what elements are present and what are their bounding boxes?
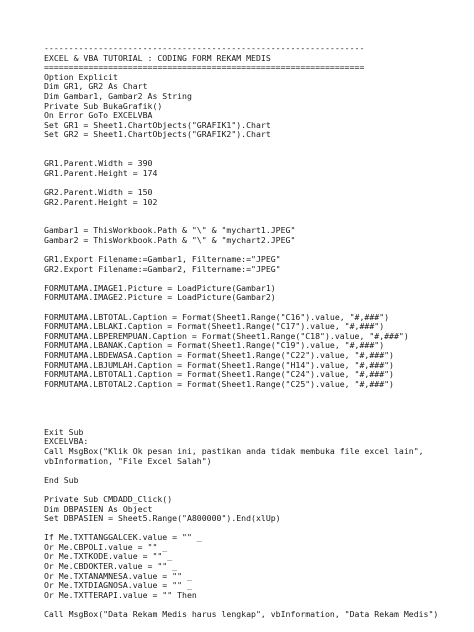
code-line bbox=[44, 207, 454, 217]
code-line: FORMUTAMA.LBDEWASA.Caption = Format(Sheet1.Range("C22").value, "#,###") bbox=[44, 350, 394, 360]
code-line: ----------------------------------------------------------------- bbox=[44, 43, 365, 53]
code-line: Private Sub CMDADD_Click() bbox=[44, 493, 173, 504]
code-line: Or Me.TXTANAMNESA.value = "" _ bbox=[44, 570, 192, 581]
code-line: Dim DBPASIEN As Object bbox=[44, 503, 153, 514]
code-line: Exit Sub bbox=[44, 426, 84, 437]
code-line bbox=[44, 418, 454, 428]
code-line: Gambar2 = ThisWorkbook.Path & "\" & "mychart2.JPEG" bbox=[44, 234, 296, 245]
code-line bbox=[44, 409, 454, 419]
code-line: EXCELVBA: bbox=[44, 436, 89, 447]
code-line: FORMUTAMA.LBPEREMPUAN.Caption = Format(Sheet1.Range("C18").value, "#,###") bbox=[44, 330, 409, 341]
code-line: FORMUTAMA.IMAGE1.Picture = LoadPicture(Gambar1) bbox=[44, 282, 276, 293]
code-line: Or Me.CBDOKTER.value = "" _ bbox=[44, 561, 178, 572]
code-line: Call MsgBox("Data Rekam Medis harus lengkap", vbInformation, "Data Rekam Medis") bbox=[44, 609, 439, 620]
code-line: FORMUTAMA.LBTOTAL1.Caption = Format(Sheet1.Range("C24").value, "#,###") bbox=[44, 369, 394, 380]
code-line: vbInformation, "File Excel Salah") bbox=[44, 455, 212, 466]
code-line: Private Sub BukaGrafik() bbox=[44, 100, 163, 111]
code-line: Dim Gambar1, Gambar2 As String bbox=[44, 90, 192, 101]
code-line: GR1.Parent.Height = 174 bbox=[44, 167, 158, 178]
code-line: Set DBPASIEN = Sheet5.Range("A800000").End(xlUp) bbox=[44, 513, 281, 524]
code-line: FORMUTAMA.IMAGE2.Picture = LoadPicture(Gambar2) bbox=[44, 292, 276, 303]
code-line bbox=[44, 399, 454, 409]
code-line: Gambar1 = ThisWorkbook.Path & "\" & "mychart1.JPEG" bbox=[44, 225, 296, 236]
code-line: GR2.Export Filename:=Gambar2, Filtername:="JPEG" bbox=[44, 263, 281, 274]
code-line: GR2.Parent.Height = 102 bbox=[44, 196, 158, 207]
code-line: End Sub bbox=[44, 474, 79, 485]
code-line: GR1.Parent.Width = 390 bbox=[44, 158, 153, 169]
code-line: If Me.TXTTANGGALCEK.value = "" _ bbox=[44, 532, 202, 543]
code-line: GR2.Parent.Width = 150 bbox=[44, 186, 153, 197]
code-line bbox=[44, 140, 454, 150]
code-line: FORMUTAMA.LBLAKI.Caption = Format(Sheet1.Range("C17").value, "#,###") bbox=[44, 321, 385, 332]
code-line: Option Explicit bbox=[44, 71, 118, 82]
code-line: ================================================================= bbox=[44, 62, 365, 73]
code-line: FORMUTAMA.LBANAK.Caption = Format(Sheet1.Range("C19").value, "#,###") bbox=[44, 340, 385, 351]
code-line: Or Me.TXTTERAPI.value = "" Then bbox=[44, 589, 197, 600]
code-line: Call MsgBox("Klik Ok pesan ini, pastikan anda tidak membuka file excel lain", bbox=[44, 445, 424, 456]
code-line bbox=[44, 466, 454, 476]
code-line: Or Me.TXTKODE.value = "" _ bbox=[44, 551, 173, 562]
code-line: GR1.Export Filename:=Gambar1, Filtername:="JPEG" bbox=[44, 254, 281, 265]
code-line: FORMUTAMA.LBTOTAL2.Caption = Format(Sheet1.Range("C25").value, "#,###") bbox=[44, 378, 394, 389]
code-line: Dim GR1, GR2 As Chart bbox=[44, 81, 148, 92]
code-line bbox=[44, 389, 454, 399]
code-document bbox=[44, 44, 454, 620]
code-line: On Error GoTo EXCELVBA bbox=[44, 110, 153, 121]
code-line: EXCEL & VBA TUTORIAL : CODING FORM REKAM MEDIS bbox=[44, 52, 271, 63]
code-line: Set GR2 = Sheet1.ChartObjects("GRAFIK2").Chart bbox=[44, 129, 271, 140]
code-line: FORMUTAMA.LBTOTAL.Caption = Format(Sheet1.Range("C16").value, "#,###") bbox=[44, 311, 390, 322]
code-line: Or Me.TXTDIAGNOSA.value = "" _ bbox=[44, 580, 192, 591]
code-line: FORMUTAMA.LBJUMLAH.Caption = Format(Sheet1.Range("H14").value, "#,###") bbox=[44, 359, 394, 370]
code-line: Or Me.CBPOLI.value = "" _ bbox=[44, 541, 168, 552]
code-line: Set GR1 = Sheet1.ChartObjects("GRAFIK1").Chart bbox=[44, 119, 271, 130]
